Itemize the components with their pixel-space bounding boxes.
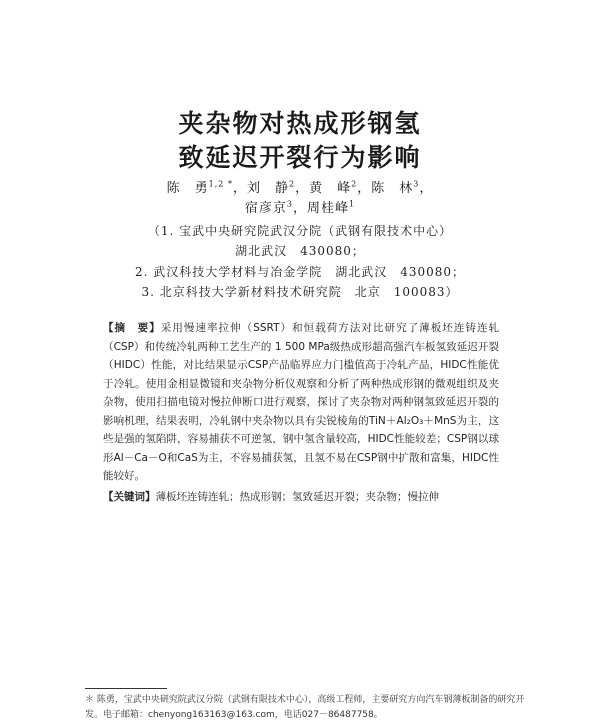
author-name-text: 黄 峰 <box>309 181 352 196</box>
footnote-divider <box>85 688 167 689</box>
author-name <box>167 181 247 196</box>
author-separator: ， <box>357 181 372 196</box>
author-line-2 <box>0 197 600 216</box>
author-affiliation-mark: 3 <box>286 199 293 209</box>
affiliation-line-3: 2. 武汉科技大学材料与冶金学院 湖北武汉 430080； <box>134 265 466 279</box>
author-separator: ， <box>232 181 247 196</box>
author-affiliation-mark: 2 <box>288 179 296 189</box>
author-name-text: 周桂峰 <box>307 201 350 216</box>
author-line-1 <box>0 177 600 196</box>
affiliation-line-4: 3. 北京科技大学新材料技术研究院 北京 100083） <box>141 285 459 299</box>
author-separator: ， <box>295 181 310 196</box>
abstract-label: 【摘 要】 <box>103 322 161 334</box>
author-name <box>247 181 309 196</box>
author-footnote: ＊ 陈勇，宝武中央研究院武汉分院（武钢有限技术中心），高级工程师，主要研究方向汽车钢薄板制备的研究开发。电子邮箱：chenyong163163@163.com，电话027－86487758。 <box>85 695 525 720</box>
author-name-text: 刘 静 <box>246 181 289 196</box>
author-name <box>307 201 355 216</box>
author-affiliation-mark: 1,2 * <box>208 179 233 189</box>
author-name <box>245 201 307 216</box>
abstract-text: 采用慢速率拉伸（SSRT）和恒载荷方法对比研究了薄板坯连铸连轧（CSP）和传统冷轧两种工艺生产的 1 500 MPa级热成形超高强汽车板氢致延迟开裂（HIDC）性能，对比结果显示CSP产品临界应力门槛值高于冷轧产品，HIDC性能优于冷轧。使用金相显微镜和夹杂物分析仪观察和分析了两种热成形钢的微观组织及夹杂物，使用扫描电镜对慢拉伸断口进行观察，探讨了夹杂物对两种钢氢致延迟开裂的影响机理，结果表明，冷轧钢中夹杂物以具有尖锐棱角的TiN＋Al₂O₃＋MnS为主，这些是强的氢陷阱，容易捕获不可逆氢，钢中氢含量较高，HIDC性能较差；CSP钢以球形Al－Ca－O和CaS为主，不容易捕获氢，且氢不易在CSP钢中扩散和富集，HIDC性能较好。 <box>103 322 500 482</box>
affiliation-line-2: 湖北武汉 430080； <box>235 244 365 258</box>
author-separator: ， <box>419 181 434 196</box>
author-affiliation-mark: 3 <box>413 179 420 189</box>
author-affiliation-mark: 1 <box>349 199 356 209</box>
keywords-label: 【关键词】 <box>103 491 156 503</box>
author-name-text: 陈 勇 <box>166 181 209 196</box>
keywords <box>103 488 499 506</box>
paper-title-line-1: 夹杂物对热成形钢氢 <box>178 109 422 138</box>
author-name-text: 宿彦京 <box>244 201 287 216</box>
author-name-text: 陈 林 <box>371 181 414 196</box>
author-name <box>371 181 433 196</box>
author-name <box>309 181 371 196</box>
affiliation-line-1: （1. 宝武中央研究院武汉分院（武钢有限技术中心） <box>147 224 453 238</box>
abstract <box>103 319 499 486</box>
keywords-text: 薄板坯连铸连轧；热成形钢；氢致延迟开裂；夹杂物；慢拉伸 <box>155 491 439 503</box>
author-separator: ， <box>292 201 307 216</box>
paper-title-line-2: 致延迟开裂行为影响 <box>178 143 422 172</box>
author-affiliation-mark: 2 <box>351 179 358 189</box>
